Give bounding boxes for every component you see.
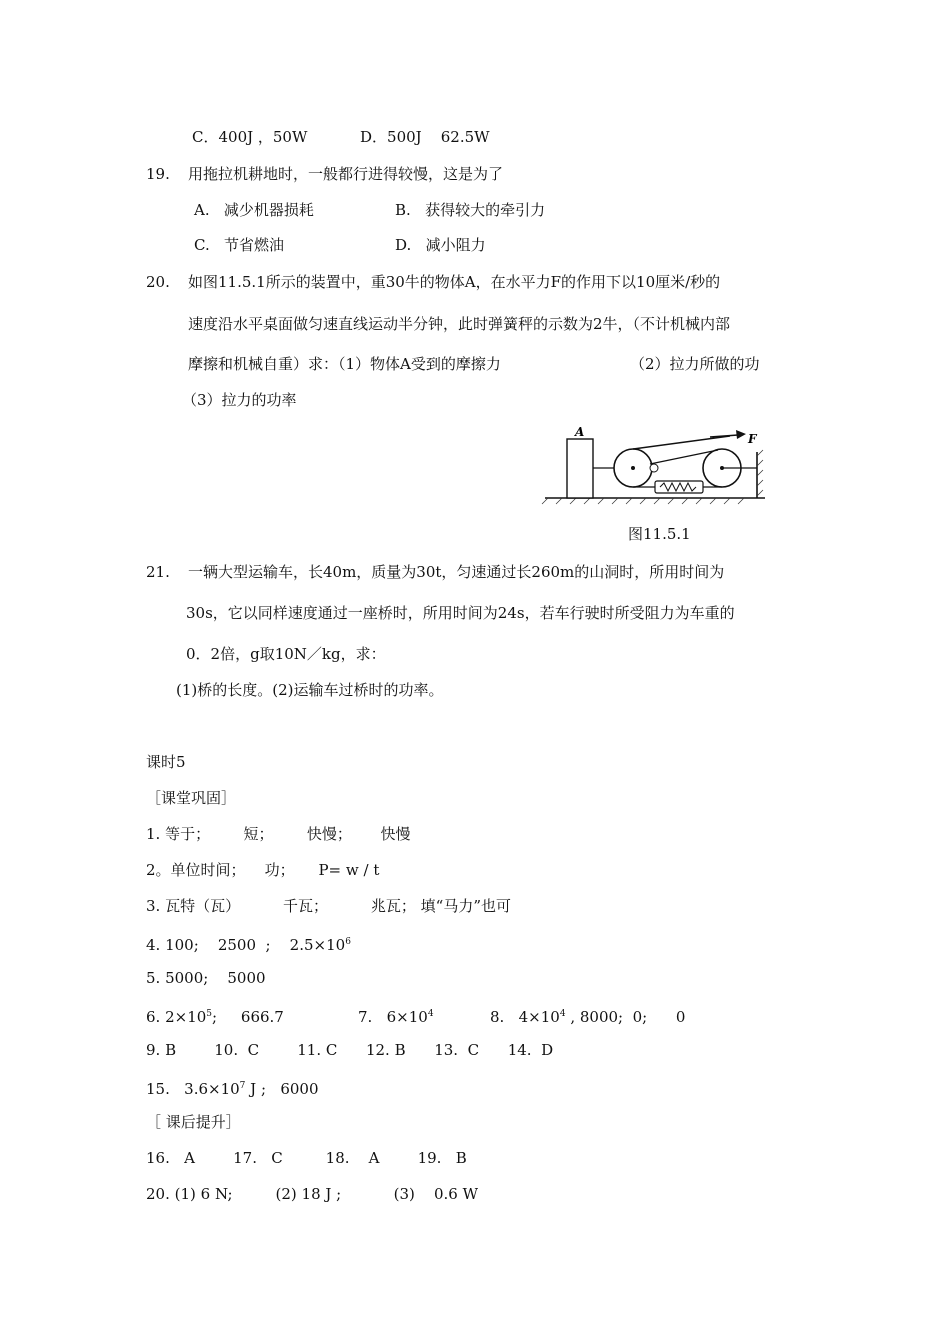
q18-option-d: D．500J 62.5W bbox=[360, 128, 490, 146]
answers-16-19: 16. A 17. C 18. A 19. B bbox=[146, 1149, 467, 1167]
q20-line-1: 如图11.5.1所示的装置中，重30牛的物体A，在水平力F的作用下以10厘米/秒的 bbox=[188, 273, 721, 291]
answer-3: 3. 瓦特（瓦） 千瓦； 兆瓦； 填“马力”也可 bbox=[146, 897, 512, 915]
q19-number: 19. bbox=[146, 165, 170, 183]
answer-2: 2。单位时间； 功； P= w / t bbox=[146, 861, 380, 879]
answer-15: 15. $3.6\times 10^7$ J ; 6000 bbox=[146, 1080, 319, 1098]
section-after-class: ［ 课后提升］ bbox=[146, 1113, 241, 1131]
q21-line-3: 0．2倍，g取10N／kg，求： bbox=[186, 645, 386, 663]
answer-8: 8. $4\times 10^4$ , 8000; 0; 0 bbox=[490, 1008, 686, 1026]
answer-7: 7. $6\times 10^4$ bbox=[358, 1008, 434, 1026]
answer-1: 1. 等于； 短； 快慢； 快慢 bbox=[146, 825, 411, 843]
answers-9-14: 9. B 10. C 11. C 12. B 13. C 14. D bbox=[146, 1041, 554, 1059]
q19-option-c: C. 节省燃油 bbox=[194, 236, 285, 254]
q18-option-c: C．400J ，50W bbox=[192, 128, 308, 146]
pulley-spring-figure bbox=[540, 422, 770, 507]
q20-line-3a: 摩擦和机械自重）求：（1）物体A受到的摩擦力 bbox=[188, 355, 501, 373]
answer-4: 4. 100; 2500 ; $2.5\times 10^6$ bbox=[146, 936, 351, 954]
q19-option-d: D. 减小阻力 bbox=[395, 236, 486, 254]
section-classroom: ［课堂巩固］ bbox=[146, 789, 237, 807]
q21-number: 21. bbox=[146, 563, 170, 581]
q19-stem: 用拖拉机耕地时，一般都行进得较慢，这是为了 bbox=[188, 165, 504, 183]
q21-line-2: 30s，它以同样速度通过一座桥时，所用时间为24s，若车行驶时所受阻力为车重的 bbox=[186, 604, 735, 622]
q20-number: 20. bbox=[146, 273, 170, 291]
q19-option-b: B. 获得较大的牵引力 bbox=[395, 201, 546, 219]
q21-line-4: (1)桥的长度。(2)运输车过桥时的功率。 bbox=[176, 681, 444, 699]
figure-caption: 图11.5.1 bbox=[628, 525, 691, 543]
block-a-label: A bbox=[575, 425, 585, 439]
q21-line-1: 一辆大型运输车，长40m，质量为30t，匀速通过长260m的山洞时，所用时间为 bbox=[188, 563, 725, 581]
force-f-label: F bbox=[748, 432, 757, 446]
q20-line-4: （3）拉力的功率 bbox=[182, 391, 297, 409]
q20-line-2: 速度沿水平桌面做匀速直线运动半分钟，此时弹簧秤的示数为2牛，（不计机械内部 bbox=[188, 315, 731, 333]
q20-line-3b: （2）拉力所做的功 bbox=[630, 355, 760, 373]
answer-5: 5. 5000; 5000 bbox=[146, 969, 266, 987]
answer-6: 6. $2\times 10^5$; 666.7 bbox=[146, 1008, 284, 1026]
answer-20: 20. (1) 6 N; (2) 18 J ; (3) 0.6 W bbox=[146, 1185, 479, 1203]
q19-option-a: A. 减少机器损耗 bbox=[194, 201, 314, 219]
lesson-title: 课时5 bbox=[146, 753, 186, 771]
